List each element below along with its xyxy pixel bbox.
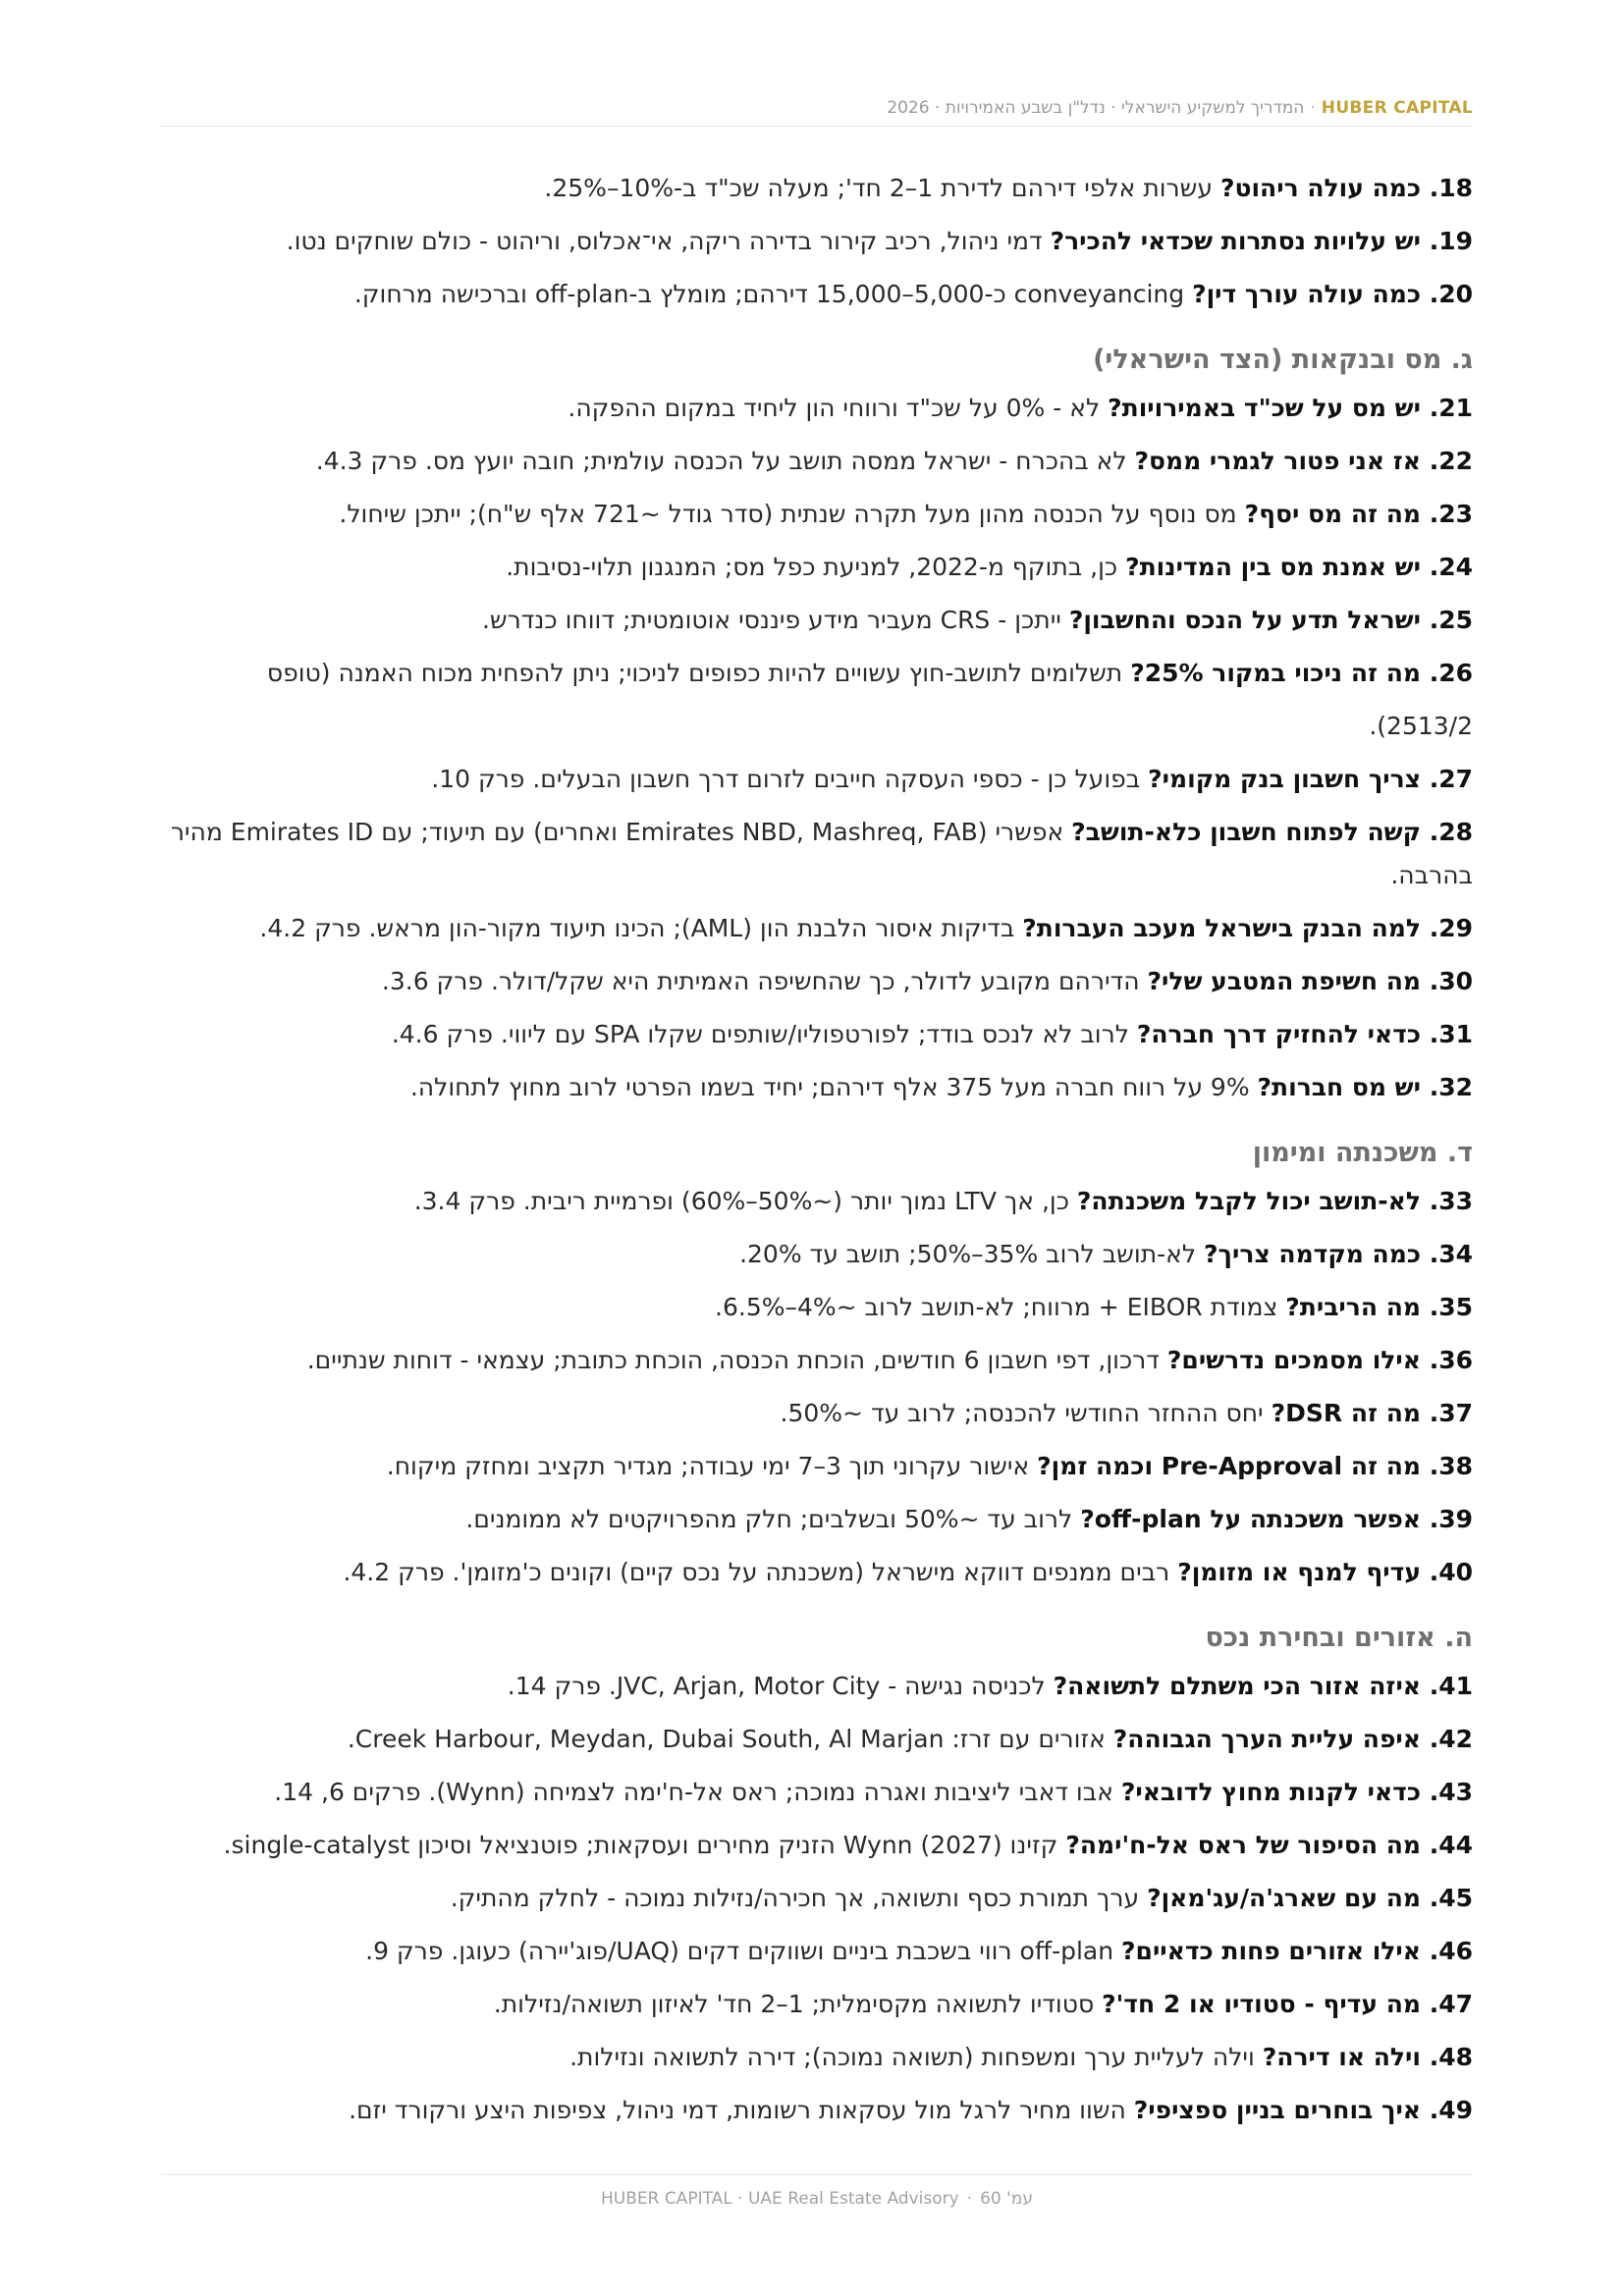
faq-item: [161, 1175, 1473, 1228]
faq-question: 18. כמה עולה ריהוט?: [1219, 174, 1473, 202]
faq-question: 44. מה הסיפור של ראס אל-ח'ימה?: [1065, 1831, 1473, 1859]
faq-item: [161, 1008, 1473, 1061]
faq-item: [161, 541, 1473, 594]
faq-answer: דרכון, דפי חשבון 6 חודשים, הוכחת הכנסה, הוכחת כתובת; עצמאי - דוחות שנתיים.: [306, 1346, 1160, 1374]
faq-question: 21. יש מס על שכ"ד באמירויות?: [1108, 394, 1473, 422]
faq-question: 31. כדאי להחזיק דרך חברה?: [1136, 1020, 1473, 1048]
footer-company: HUBER CAPITAL · UAE Real Estate Advisory: [601, 2189, 959, 2209]
faq-item: [161, 1766, 1473, 1819]
faq-item: [161, 1978, 1473, 2031]
faq-answer: off-plan רווי בשכבת ביניים ושווקים דקים (UAQ/פוג'יירה) כעוגן. פרק 9.: [365, 1937, 1114, 1965]
faq-question: 47. מה עדיף - סטודיו או 2 חד'?: [1102, 1990, 1473, 2018]
faq-item: [161, 162, 1473, 215]
faq-question: 19. יש עלויות נסתרות שכדאי להכיר?: [1050, 227, 1473, 255]
faq-answer: לא בהכרח - ישראל ממסה תושב על הכנסה עולמית; חובה יועץ מס. פרק 4.3.: [315, 447, 1127, 475]
faq-item: [161, 1546, 1473, 1599]
faq-question: 45. מה עם שארג'ה/עג'מאן?: [1147, 1884, 1473, 1912]
faq-answer: אבו דאבי ליציבות ואגרה נמוכה; ראס אל-ח'ימה לצמיחה (Wynn). פרקים 6, 14.: [274, 1778, 1113, 1806]
footer-separator: ·: [966, 2189, 973, 2209]
faq-question: 36. אילו מסמכים נדרשים?: [1166, 1346, 1473, 1374]
faq-item: [161, 1281, 1473, 1334]
faq-question: 26. מה זה ניכוי במקור 25%?: [1130, 659, 1473, 687]
faq-question: 33. לא-תושב יכול לקבל משכנתה?: [1076, 1187, 1473, 1215]
faq-item: [161, 1925, 1473, 1978]
faq-question: 37. מה זה DSR?: [1271, 1399, 1473, 1427]
faq-answer: ערך תמורת כסף ותשואה, אך חכירה/נזילות נמוכה - לחלק מהתיק.: [450, 1884, 1140, 1912]
faq-item: [161, 1228, 1473, 1281]
faq-answer: בדיקות איסור הלבנת הון (AML); הכינו תיעוד מקור-הון מראש. פרק 4.2.: [259, 914, 1015, 942]
header-title: המדריך למשקיע הישראלי · נדל"ן בשבע האמירויות · 2026: [887, 98, 1305, 118]
faq-item: [161, 2031, 1473, 2084]
faq-answer: אזורים עם זרז: Creek Harbour, Meydan, Dubai South, Al Marjan.: [347, 1725, 1106, 1753]
faq-answer: הדירהם מקובע לדולר, כך שהחשיפה האמיתית היא שקל/דולר. פרק 3.6.: [381, 967, 1140, 995]
faq-answer: מס נוסף על הכנסה מהון מעל תקרה שנתית (סדר גודל ~721 אלף ש"ח); ייתכן שיחול.: [339, 500, 1237, 528]
faq-item: [161, 382, 1473, 435]
faq-question: 43. כדאי לקנות מחוץ לדובאי?: [1120, 1778, 1473, 1806]
faq-answer: יחס ההחזר החודשי להכנסה; לרוב עד ~50%.: [780, 1399, 1264, 1427]
faq-answer: סטודיו לתשואה מקסימלית; 1–2 חד' לאיזון תשואה/נזילות.: [493, 1990, 1095, 2018]
faq-item: [161, 753, 1473, 806]
faq-question: 35. מה הריבית?: [1285, 1293, 1473, 1321]
faq-question: 32. יש מס חברות?: [1257, 1073, 1473, 1101]
faq-answer: בפועל כן - כספי העסקה חייבים לזרום דרך חשבון הבעלים. פרק 10.: [431, 765, 1141, 793]
faq-item: [161, 1334, 1473, 1387]
faq-question: 30. מה חשיפת המטבע שלי?: [1147, 967, 1473, 995]
faq-question: 41. איזה אזור הכי משתלם לתשואה?: [1053, 1672, 1473, 1700]
faq-question: 24. יש אמנת מס בין המדינות?: [1125, 553, 1473, 581]
faq-item: [161, 435, 1473, 488]
faq-answer: תשלומים לתושב-חוץ עשויים להיות כפופים לניכוי; ניתן להפחית מכוח האמנה (טופס 2513/2).: [266, 659, 1473, 740]
faq-question: 46. אילו אזורים פחות כדאיים?: [1121, 1937, 1473, 1965]
section-title: ג. מס ובנקאות (הצד הישראלי): [1093, 345, 1473, 375]
faq-item: [161, 488, 1473, 541]
faq-answer: לרוב עד ~50% ובשלבים; חלק מהפרויקטים לא ממומנים.: [465, 1505, 1073, 1533]
faq-question: 25. ישראל תדע על הנכס והחשבון?: [1068, 606, 1473, 634]
faq-question: 20. כמה עולה עורך דין?: [1192, 280, 1473, 308]
faq-item: [161, 902, 1473, 955]
faq-question: 48. וילה או דירה?: [1262, 2043, 1473, 2071]
page-header: [161, 98, 1473, 127]
faq-answer: דמי ניהול, רכיב קירור בדירה ריקה, אי־אכלוס, וריהוט - כולם שוחקים נטו.: [286, 227, 1043, 255]
faq-item: [161, 647, 1473, 753]
faq-item: [161, 1440, 1473, 1493]
faq-answer: ייתכן - CRS מעביר מידע פיננסי אוטומטית; דווחו כנדרש.: [481, 606, 1061, 634]
faq-answer: וילה לעליית ערך ומשפחות (תשואה נמוכה); דירה לתשואה ונזילות.: [569, 2043, 1255, 2071]
faq-item: [161, 594, 1473, 647]
faq-item: [161, 1493, 1473, 1546]
faq-answer: לכניסה נגישה - JVC, Arjan, Motor City. פרק 14.: [507, 1672, 1046, 1700]
faq-question: 38. מה זה Pre-Approval וכמה זמן?: [1037, 1452, 1473, 1480]
page-footer: [161, 2174, 1473, 2209]
faq-content: [161, 162, 1473, 2137]
faq-question: 39. אפשר משכנתה על off-plan?: [1080, 1505, 1473, 1533]
header-separator: ·: [1310, 98, 1316, 118]
faq-item: [161, 2084, 1473, 2137]
faq-item: [161, 268, 1473, 321]
faq-answer: קזינו Wynn (2027) הזניק מחירים ועסקאות; פוטנציאל וסיכון single-catalyst.: [223, 1831, 1058, 1859]
faq-answer: עשרות אלפי דירהם לדירת 1–2 חד'; מעלה שכ"ד ב-10%–25%.: [544, 174, 1214, 202]
faq-question: 29. למה הבנק בישראל מעכב העברות?: [1022, 914, 1473, 942]
section-title: ה. אזורים ובחירת נכס: [1205, 1623, 1473, 1653]
faq-answer: לא-תושב לרוב 35%–50%; תושב עד 20%.: [739, 1240, 1197, 1268]
faq-question: 22. אז אני פטור לגמרי ממס?: [1134, 447, 1473, 475]
faq-item: [161, 215, 1473, 268]
faq-answer: לא - 0% על שכ"ד ורווחי הון ליחיד במקום ההפקה.: [568, 394, 1101, 422]
faq-question: 28. קשה לפתוח חשבון כלא-תושב?: [1071, 818, 1473, 846]
faq-item: [161, 1387, 1473, 1440]
faq-item: [161, 1660, 1473, 1713]
faq-answer: צמודת EIBOR + מרווח; לא-תושב לרוב ~4%–6.5%.: [715, 1293, 1278, 1321]
faq-item: [161, 1061, 1473, 1114]
faq-answer: רבים ממנפים דווקא מישראל (משכנתה על נכס קיים) וקונים כ'מזומן'. פרק 4.2.: [343, 1558, 1170, 1586]
faq-question: 27. צריך חשבון בנק מקומי?: [1148, 765, 1473, 793]
footer-page-number: עמ' 60: [980, 2189, 1033, 2209]
section-title: ד. משכנתה ומימון: [1252, 1138, 1473, 1168]
faq-item: [161, 1713, 1473, 1766]
faq-question: 49. איך בוחרים בניין ספציפי?: [1133, 2096, 1473, 2124]
faq-answer: כן, אך LTV נמוך יותר (~50%–60%) ופרמיית ריבית. פרק 3.4.: [413, 1187, 1069, 1215]
faq-answer: כן, בתוקף מ-2022, למניעת כפל מס; המנגנון תלוי-נסיבות.: [506, 553, 1118, 581]
faq-question: 23. מה זה מס יסף?: [1244, 500, 1473, 528]
faq-item: [161, 1819, 1473, 1872]
faq-answer: אישור עקרוני תוך 3–7 ימי עבודה; מגדיר תקציב ומחזק מיקוח.: [386, 1452, 1030, 1480]
faq-answer: השוו מחיר לרגל מול עסקאות רשומות, דמי ניהול, צפיפות היצע ורקורד יזם.: [349, 2096, 1126, 2124]
faq-item: [161, 806, 1473, 902]
faq-question: 34. כמה מקדמה צריך?: [1204, 1240, 1473, 1268]
faq-question: 42. איפה עליית הערך הגבוהה?: [1112, 1725, 1473, 1753]
faq-answer: conveyancing כ-5,000–15,000 דירהם; מומלץ ב-off-plan וברכישה מרחוק.: [353, 280, 1185, 308]
faq-item: [161, 1872, 1473, 1925]
faq-question: 40. עדיף למנף או מזומן?: [1177, 1558, 1473, 1586]
faq-answer: לרוב לא לנכס בודד; לפורטפוליו/שותפים שקלו SPA עם ליווי. פרק 4.6.: [391, 1020, 1129, 1048]
faq-item: [161, 955, 1473, 1008]
faq-answer: אפשרי (Emirates NBD, Mashreq, FAB ואחרים) עם תיעוד; עם Emirates ID מהיר בהרבה.: [170, 818, 1473, 889]
header-brand: HUBER CAPITAL: [1321, 98, 1473, 118]
faq-answer: 9% על רווח חברה מעל 375 אלף דירהם; יחיד בשמו הפרטי לרוב מחוץ לתחולה.: [409, 1073, 1250, 1101]
